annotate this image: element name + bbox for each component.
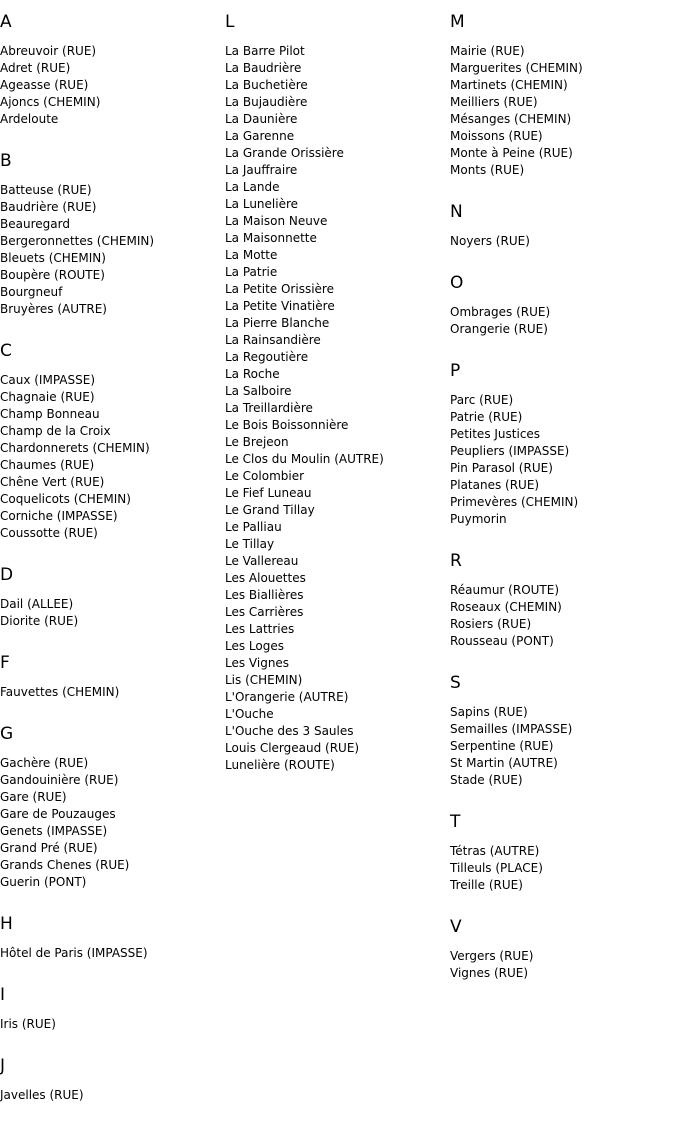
letter-section (0, 722, 220, 891)
street-link[interactable]: La Buchetière (225, 78, 308, 92)
street-list (450, 304, 670, 338)
street-link[interactable]: Noyers (RUE) (450, 234, 530, 248)
street-list (0, 1016, 220, 1033)
letter-section (0, 1054, 220, 1104)
letter-heading: T (450, 812, 461, 832)
street-index-column-1 (0, 10, 220, 1104)
street-link[interactable]: La Patrie (225, 265, 278, 279)
street-link[interactable]: Bleuets (CHEMIN) (0, 251, 106, 265)
street-link[interactable]: Martinets (CHEMIN) (450, 78, 568, 92)
street-list (0, 1087, 220, 1104)
street-link[interactable]: Les Lattries (225, 622, 295, 636)
street-link[interactable]: Bruyères (AUTRE) (0, 302, 107, 316)
street-link[interactable]: Le Brejeon (225, 435, 289, 449)
street-link[interactable]: Semailles (IMPASSE) (450, 722, 573, 736)
street-link[interactable]: Mésanges (CHEMIN) (450, 112, 572, 126)
street-link[interactable]: Serpentine (RUE) (450, 739, 554, 753)
street-link[interactable]: Moissons (RUE) (450, 129, 543, 143)
letter-heading: O (450, 273, 464, 293)
street-link[interactable]: Coquelicots (CHEMIN) (0, 492, 131, 506)
street-link[interactable]: Pin Parasol (RUE) (450, 461, 553, 475)
letter-heading: F (0, 653, 10, 673)
street-link[interactable]: Patrie (RUE) (450, 410, 523, 424)
street-link[interactable]: Meilliers (RUE) (450, 95, 538, 109)
street-link[interactable]: La Rainsandière (225, 333, 321, 347)
letter-section (0, 983, 220, 1033)
street-index-column-3 (450, 10, 670, 982)
street-link[interactable]: La Salboire (225, 384, 292, 398)
letter-heading: V (450, 917, 462, 937)
street-link[interactable]: Ardeloute (0, 112, 59, 126)
street-link[interactable]: Champ de la Croix (0, 424, 111, 438)
street-link[interactable]: Parc (RUE) (450, 393, 514, 407)
street-list (450, 582, 670, 650)
letter-section (450, 915, 670, 982)
street-link[interactable]: Ageasse (RUE) (0, 78, 89, 92)
street-link[interactable]: Abreuvoir (RUE) (0, 44, 97, 58)
street-link[interactable]: Baudrière (RUE) (0, 200, 97, 214)
street-link[interactable]: Platanes (RUE) (450, 478, 540, 492)
street-link[interactable]: Chagnaie (RUE) (0, 390, 95, 404)
street-link[interactable]: La Motte (225, 248, 278, 262)
street-link[interactable]: Fauvettes (CHEMIN) (0, 685, 120, 699)
street-link[interactable]: Adret (RUE) (0, 61, 71, 75)
street-list (0, 945, 220, 962)
street-link[interactable]: Rousseau (PONT) (450, 634, 554, 648)
street-list (225, 43, 445, 774)
street-link[interactable]: Grand Pré (RUE) (0, 841, 98, 855)
street-link[interactable]: La Garenne (225, 129, 295, 143)
letter-section (0, 149, 220, 318)
street-link[interactable]: L'Ouche des 3 Saules (225, 724, 354, 738)
street-link[interactable]: Roseaux (CHEMIN) (450, 600, 562, 614)
street-link[interactable]: Lunelière (ROUTE) (225, 758, 335, 772)
letter-section (450, 10, 670, 179)
letter-section (450, 359, 670, 528)
street-link[interactable]: Bergeronnettes (CHEMIN) (0, 234, 155, 248)
letter-heading: N (450, 202, 463, 222)
street-link[interactable]: Tilleuls (PLACE) (450, 861, 543, 875)
street-link[interactable]: Le Clos du Moulin (AUTRE) (225, 452, 384, 466)
letter-heading: S (450, 673, 461, 693)
street-link[interactable]: Gare (RUE) (0, 790, 67, 804)
street-list (0, 372, 220, 542)
street-link[interactable]: Réaumur (ROUTE) (450, 583, 560, 597)
street-link[interactable]: La Maisonnette (225, 231, 317, 245)
street-link[interactable]: Primevères (CHEMIN) (450, 495, 579, 509)
street-link[interactable]: Beauregard (0, 217, 70, 231)
letter-section (0, 10, 220, 128)
street-link[interactable]: L'Ouche (225, 707, 274, 721)
street-link[interactable]: Treille (RUE) (450, 878, 523, 892)
street-link[interactable]: Les Biallières (225, 588, 304, 602)
street-link[interactable]: Vignes (RUE) (450, 966, 529, 980)
street-link[interactable]: Gare de Pouzauges (0, 807, 116, 821)
street-link[interactable]: Ajoncs (CHEMIN) (0, 95, 101, 109)
street-link[interactable]: La Daunière (225, 112, 298, 126)
street-link[interactable]: Gachère (RUE) (0, 756, 89, 770)
street-link[interactable]: La Pierre Blanche (225, 316, 330, 330)
street-link[interactable]: La Maison Neuve (225, 214, 328, 228)
letter-section (0, 912, 220, 962)
street-link[interactable]: Boupère (ROUTE) (0, 268, 105, 282)
street-link[interactable]: Dail (ALLEE) (0, 597, 74, 611)
street-link[interactable]: Puymorin (450, 512, 507, 526)
letter-section (450, 549, 670, 650)
street-link[interactable]: Ombrages (RUE) (450, 305, 551, 319)
street-link[interactable]: Lis (CHEMIN) (225, 673, 303, 687)
street-link[interactable]: La Treillardière (225, 401, 313, 415)
street-list (0, 684, 220, 701)
street-link[interactable]: Le Tillay (225, 537, 275, 551)
street-link[interactable]: Mairie (RUE) (450, 44, 525, 58)
street-link[interactable]: Iris (RUE) (0, 1017, 56, 1031)
letter-section (0, 651, 220, 701)
street-link[interactable]: Champ Bonneau (0, 407, 100, 421)
street-link[interactable]: Le Vallereau (225, 554, 299, 568)
street-link[interactable]: La Bujaudière (225, 95, 308, 109)
street-link[interactable]: Chardonnerets (CHEMIN) (0, 441, 150, 455)
street-link[interactable]: Petites Justices (450, 427, 541, 441)
letter-section (450, 671, 670, 789)
street-list (0, 755, 220, 891)
street-list (0, 43, 220, 128)
letter-heading: B (0, 151, 12, 171)
street-link[interactable]: La Barre Pilot (225, 44, 305, 58)
street-list (450, 948, 670, 982)
street-link[interactable]: Vergers (RUE) (450, 949, 534, 963)
letter-section (0, 563, 220, 630)
street-link[interactable]: La Regoutière (225, 350, 309, 364)
street-link[interactable]: Le Fief Luneau (225, 486, 312, 500)
letter-heading: H (0, 914, 13, 934)
street-link[interactable]: Coussotte (RUE) (0, 526, 98, 540)
letter-heading: P (450, 361, 461, 381)
letter-section (0, 339, 220, 542)
street-link[interactable]: Chêne Vert (RUE) (0, 475, 105, 489)
letter-heading: M (450, 12, 465, 32)
letter-heading: L (225, 12, 235, 32)
street-link[interactable]: Rosiers (RUE) (450, 617, 532, 631)
street-link[interactable]: La Baudrière (225, 61, 302, 75)
street-link[interactable]: Stade (RUE) (450, 773, 523, 787)
letter-heading: C (0, 341, 12, 361)
street-link[interactable]: Corniche (IMPASSE) (0, 509, 118, 523)
street-link[interactable]: Les Alouettes (225, 571, 306, 585)
street-link[interactable]: Bourgneuf (0, 285, 63, 299)
street-link[interactable]: Genets (IMPASSE) (0, 824, 108, 838)
letter-section (450, 810, 670, 894)
street-link[interactable]: Monts (RUE) (450, 163, 525, 177)
street-link[interactable]: Peupliers (IMPASSE) (450, 444, 570, 458)
street-link[interactable]: La Grande Orissière (225, 146, 344, 160)
letter-heading: D (0, 565, 14, 585)
street-link[interactable]: Le Palliau (225, 520, 282, 534)
street-link[interactable]: Le Grand Tillay (225, 503, 315, 517)
street-link[interactable]: La Lande (225, 180, 280, 194)
letter-section (450, 200, 670, 250)
street-link[interactable]: Les Loges (225, 639, 284, 653)
street-link[interactable]: Grands Chenes (RUE) (0, 858, 130, 872)
street-link[interactable]: L'Orangerie (AUTRE) (225, 690, 349, 704)
street-link[interactable]: Les Vignes (225, 656, 290, 670)
street-link[interactable]: Hôtel de Paris (IMPASSE) (0, 946, 148, 960)
street-list (450, 704, 670, 789)
street-link[interactable]: Diorite (RUE) (0, 614, 79, 628)
street-link[interactable]: Les Carrières (225, 605, 304, 619)
street-index-column-2 (225, 10, 445, 774)
street-link[interactable]: Marguerites (CHEMIN) (450, 61, 583, 75)
street-link[interactable]: La Jauffraire (225, 163, 298, 177)
street-link[interactable]: Sapins (RUE) (450, 705, 528, 719)
street-list (450, 843, 670, 894)
street-link[interactable]: Le Bois Boissonnière (225, 418, 349, 432)
street-link[interactable]: Tétras (AUTRE) (450, 844, 540, 858)
street-link[interactable]: Gandouinière (RUE) (0, 773, 119, 787)
street-link[interactable]: Le Colombier (225, 469, 305, 483)
street-link[interactable]: Chaumes (RUE) (0, 458, 95, 472)
street-link[interactable]: Javelles (RUE) (0, 1088, 84, 1102)
street-list (450, 392, 670, 528)
letter-section (225, 10, 445, 774)
street-link[interactable]: Guerin (PONT) (0, 875, 87, 889)
street-list (0, 596, 220, 630)
letter-heading: G (0, 724, 14, 744)
letter-heading: J (0, 1056, 6, 1076)
street-link[interactable]: Batteuse (RUE) (0, 183, 92, 197)
letter-heading: A (0, 12, 12, 32)
letter-heading: R (450, 551, 462, 571)
street-link[interactable]: St Martin (AUTRE) (450, 756, 558, 770)
street-link[interactable]: Monte à Peine (RUE) (450, 146, 573, 160)
street-link[interactable]: La Roche (225, 367, 280, 381)
street-link[interactable]: Louis Clergeaud (RUE) (225, 741, 360, 755)
street-list (450, 233, 670, 250)
street-link[interactable]: Caux (IMPASSE) (0, 373, 96, 387)
street-list (450, 43, 670, 179)
letter-section (450, 271, 670, 338)
letter-heading: I (0, 985, 6, 1005)
street-list (0, 182, 220, 318)
street-link[interactable]: La Petite Orissière (225, 282, 334, 296)
street-link[interactable]: La Lunelière (225, 197, 299, 211)
street-link[interactable]: Orangerie (RUE) (450, 322, 548, 336)
street-link[interactable]: La Petite Vinatière (225, 299, 335, 313)
